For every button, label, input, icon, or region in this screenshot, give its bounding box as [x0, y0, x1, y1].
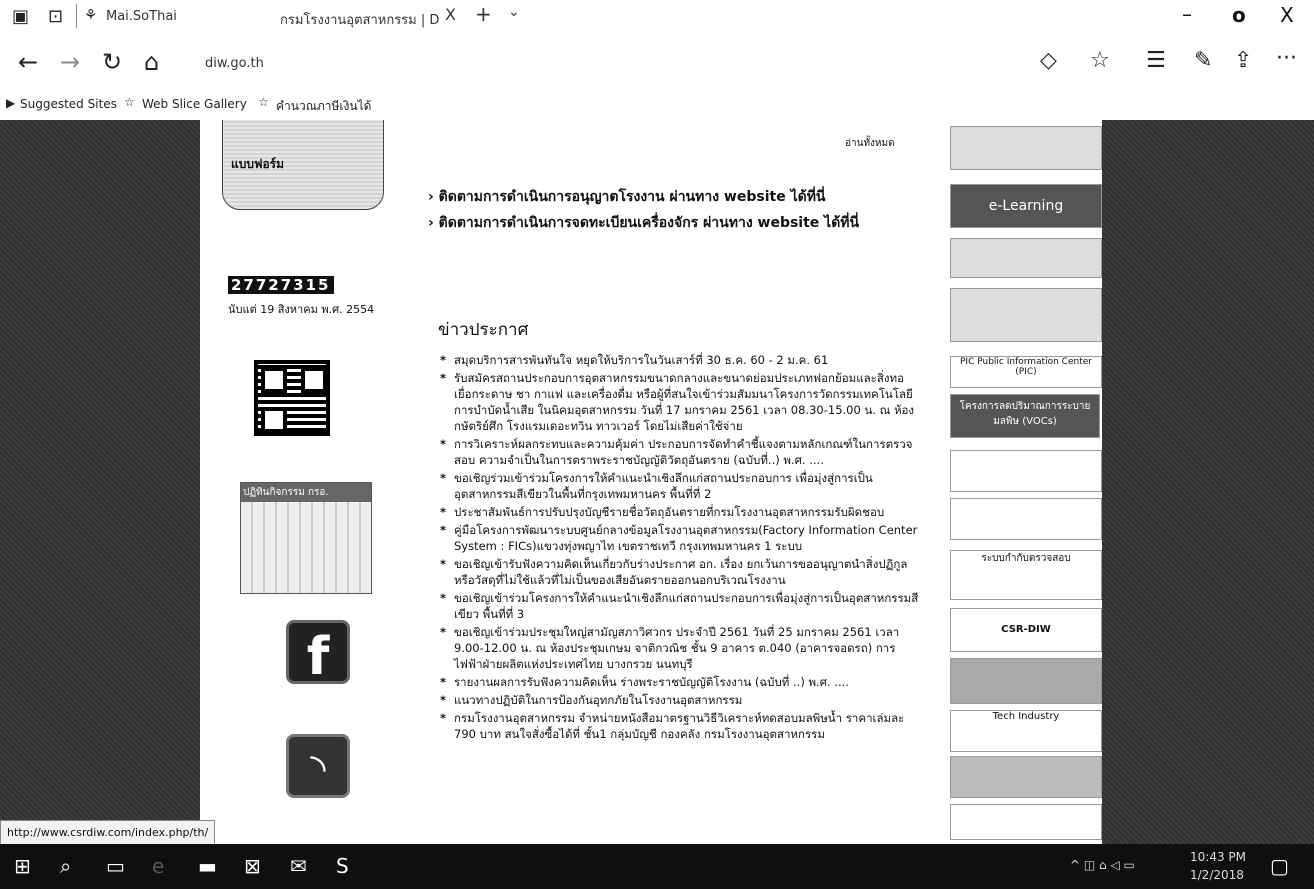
- search-icon[interactable]: ⌕: [60, 854, 72, 878]
- tab-actions-icon[interactable]: ▣: [12, 6, 30, 27]
- machinery-tracking-link[interactable]: › ติดตามการดำเนินการจดทะเบียนเครื่องจักร ผ่านทาง website ได้ที่นี่: [428, 215, 860, 231]
- banner-e-learning[interactable]: e-Learning: [950, 184, 1102, 228]
- edge-icon[interactable]: e: [152, 854, 165, 878]
- tab-mai-sothai[interactable]: Mai.SoThai: [106, 9, 177, 24]
- license-tracking-link[interactable]: › ติดตามการดำเนินการอนุญาตโรงงาน ผ่านทาง website ได้ที่นี่: [428, 189, 826, 205]
- banner-inspection-system[interactable]: ระบบกำกับตรวจสอบ: [950, 550, 1102, 600]
- clock-date[interactable]: 1/2/2018: [1190, 868, 1244, 882]
- counter-caption: นับแต่ 19 สิงหาคม พ.ศ. 2554: [228, 303, 375, 316]
- star-icon: ☆: [124, 95, 135, 109]
- favorites-hub-icon[interactable]: ☰: [1146, 48, 1166, 73]
- banner-tech-industry[interactable]: Tech Industry: [950, 710, 1102, 752]
- forms-label: แบบฟอร์ม: [231, 157, 285, 171]
- navigation-bar: [0, 36, 1314, 88]
- home-button[interactable]: ⌂: [144, 48, 160, 76]
- tab-diw[interactable]: กรมโรงงานอุตสาหกรรม | D: [280, 13, 440, 28]
- banner-vocs[interactable]: โครงการลดปริมาณการระบายมลพิษ (VOCs): [950, 394, 1100, 438]
- news-item[interactable]: * ขอเชิญร่วมเข้าร่วมโครงการให้คำแนะนำเชิงลึกแก่สถานประกอบการ เพื่อมุ่งสู่การเป็นอุตสาหกรรมสีเขียวในพื้นที่กรุงเทพมหานคร พื้นที่ที่ 2: [440, 470, 920, 502]
- favorite-suggested-sites[interactable]: Suggested Sites: [20, 97, 117, 111]
- back-button[interactable]: ←: [18, 48, 39, 76]
- activity-calendar[interactable]: [240, 482, 372, 594]
- news-item[interactable]: * ประชาสัมพันธ์การปรับปรุงบัญชีรายชื่อวัตถุอันตรายที่กรมโรงงานอุตสาหกรรมรับผิดชอบ: [440, 504, 920, 520]
- banner[interactable]: [950, 804, 1102, 840]
- news-heading: ข่าวประกาศ: [438, 320, 529, 340]
- visitor-counter: 27727315: [228, 276, 334, 294]
- qr-finder: [301, 367, 327, 393]
- banner[interactable]: [950, 450, 1102, 492]
- web-page: [0, 120, 1314, 844]
- right-background-panel: [1102, 120, 1314, 844]
- facebook-icon[interactable]: f: [286, 620, 350, 684]
- tab-favicon-icon: ⚘: [84, 6, 98, 24]
- file-explorer-icon[interactable]: ▬: [198, 854, 217, 878]
- taskbar: [0, 844, 1314, 889]
- left-background-panel: [0, 120, 200, 844]
- start-windows-icon[interactable]: ⊞: [14, 854, 31, 878]
- refresh-button[interactable]: ↻: [102, 48, 123, 76]
- qr-code-image: [254, 360, 330, 436]
- read-more-link[interactable]: อ่านทั้งหมด: [845, 138, 895, 149]
- news-item[interactable]: * แนวทางปฏิบัติในการป้องกันอุทกภัยในโรงงานอุตสาหกรรม: [440, 692, 920, 708]
- close-tab-button[interactable]: X: [445, 5, 456, 24]
- clock-time[interactable]: 10:43 PM: [1190, 850, 1246, 864]
- suggested-sites-icon: ▶: [6, 96, 16, 110]
- calendar-label: ปฏิทินกิจกรรม กรอ.: [241, 483, 371, 502]
- close-window-button[interactable]: X: [1280, 3, 1294, 27]
- favorites-bar: [0, 92, 1314, 118]
- news-item[interactable]: * คู่มือโครงการพัฒนาระบบศูนย์กลางข้อมูลโรงงานอุตสาหกรรม(Factory Information Center System : FICs)แขวงทุ่งพญาไท เขตราชเทวี กรุงเทพมหานคร 1 ระบบ: [440, 522, 920, 554]
- tab-divider: [76, 4, 77, 28]
- title-bar: [0, 0, 1314, 36]
- store-icon[interactable]: ⊠: [244, 854, 261, 878]
- news-item[interactable]: * ขอเชิญเข้าร่วมโครงการให้คำแนะนำเชิงลึกแก่สถานประกอบการเพื่อมุ่งสู่การเป็นอุตสาหกรรมสีเขียว พื้นที่ที่ 3: [440, 590, 920, 622]
- news-item[interactable]: * รายงานผลการรับฟังความคิดเห็น ร่างพระราชบัญญัติโรงงาน (ฉบับที่ ..) พ.ศ. ....: [440, 674, 920, 690]
- qr-finder: [261, 407, 287, 433]
- tab-menu-chevron-icon[interactable]: ⌄: [508, 4, 520, 20]
- news-item[interactable]: * ขอเชิญเข้ารับฟังความคิดเห็นเกี่ยวกับร่างประกาศ อก. เรื่อง ยกเว้นการขออนุญาตนำสิ่งปฏิกูลหรือวัสดุที่ไม่ใช้แล้วที่ไม่เป็นของเสียอันตรายออกนอกบริเวณโรงงาน: [440, 556, 920, 588]
- star-icon: ☆: [258, 95, 269, 109]
- forms-box[interactable]: [222, 120, 384, 210]
- banner-pic[interactable]: PIC Public Information Center (PIC): [950, 356, 1102, 388]
- qr-finder: [261, 367, 287, 393]
- news-item[interactable]: * รับสมัครสถานประกอบการอุตสาหกรรมขนาดกลางและขนาดย่อมประเภทฟอกย้อมและสิ่งทอ เยื่อกระดาษ ชา กาแฟ และเครื่องดื่ม หรือผู้ที่สนใจเข้าร่วมสัมมนาโครงการวัดกรรมเทคโนโลยีการบำบัดน้ำเสีย ในนิคมอุตสาหกรรม วันที่ 17 มกราคม 2561 เวลา 08.30-15.00 น. ณ ห้องกษัตริย์ศึก โรงแรมเดอะทวิน ทาวเวอร์ โดยไม่เสียค่าใช้จ่าย: [440, 370, 920, 434]
- banner[interactable]: [950, 126, 1102, 170]
- banner[interactable]: [950, 756, 1102, 798]
- banner[interactable]: [950, 498, 1102, 540]
- skype-icon[interactable]: S: [336, 854, 349, 878]
- news-item[interactable]: * สมุดบริการสารพันทันใจ หยุดให้บริการในวันเสาร์ที่ 30 ธ.ค. 60 - 2 ม.ค. 61: [440, 352, 920, 368]
- news-list: [440, 352, 920, 744]
- reading-view-icon[interactable]: ◇: [1040, 48, 1057, 73]
- notifications-icon[interactable]: ▢: [1270, 854, 1289, 878]
- status-bar-url: http://www.csrdiw.com/index.php/th/: [0, 820, 215, 846]
- share-icon[interactable]: ⇪: [1234, 48, 1253, 73]
- forward-button[interactable]: →: [60, 48, 81, 76]
- pen-icon[interactable]: ✎: [1194, 48, 1213, 73]
- news-item[interactable]: * ขอเชิญเข้าร่วมประชุมใหญ่สามัญสภาวิศวกร ประจำปี 2561 วันที่ 25 มกราคม 2561 เวลา 9.00-12.00 น. ณ ห้องประชุมเกษม จาติกวณิช ชั้น 9 อาคาร ต.040 (อาคารจอดรถ) การไฟฟ้าฝ่ายผลิตแห่งประเทศไทย บางกรวย นนทบุรี: [440, 624, 920, 672]
- banner-csr-diw[interactable]: CSR-DIW: [950, 608, 1102, 652]
- task-view-icon[interactable]: ▭: [106, 854, 125, 878]
- system-tray-icons[interactable]: ^ ◫ ⌂ ◁ ▭: [1070, 858, 1135, 872]
- news-item[interactable]: * กรมโรงงานอุตสาหกรรม จำหน่ายหนังสือมาตรฐานวิธีวิเคราะห์ทดสอบมลพิษน้ำ ราคาเล่มละ 790 บาท สนใจสั่งซื้อได้ที่ ชั้น1 กลุ่มบัญชี กองคลัง กรมโรงงานอุตสาหกรรม: [440, 710, 920, 742]
- rss-icon[interactable]: ◝: [286, 734, 350, 798]
- favorite-web-slice-gallery[interactable]: Web Slice Gallery: [142, 97, 247, 111]
- banner[interactable]: [950, 238, 1102, 278]
- address-bar[interactable]: diw.go.th: [205, 56, 264, 71]
- mail-icon[interactable]: ✉: [290, 854, 307, 878]
- banner[interactable]: [950, 288, 1102, 342]
- minimize-button[interactable]: –: [1182, 2, 1192, 26]
- favorite-tax-calculator[interactable]: คำนวณภาษีเงินได้: [276, 99, 372, 113]
- favorite-star-icon[interactable]: ☆: [1090, 48, 1110, 73]
- maximize-button[interactable]: o: [1232, 3, 1246, 27]
- set-aside-tabs-icon[interactable]: ⊡: [48, 6, 64, 27]
- banner[interactable]: [950, 658, 1102, 704]
- new-tab-button[interactable]: +: [475, 2, 492, 26]
- news-item[interactable]: * การวิเคราะห์ผลกระทบและความคุ้มค่า ประกอบการจัดทำคำชี้แจงตามหลักเกณฑ์ในการตรวจสอบ ความจำเป็นในการตราพระราชบัญญัติวัตถุอันตราย (ฉบับที่..) พ.ศ. ....: [440, 436, 920, 468]
- more-button[interactable]: ···: [1276, 46, 1297, 71]
